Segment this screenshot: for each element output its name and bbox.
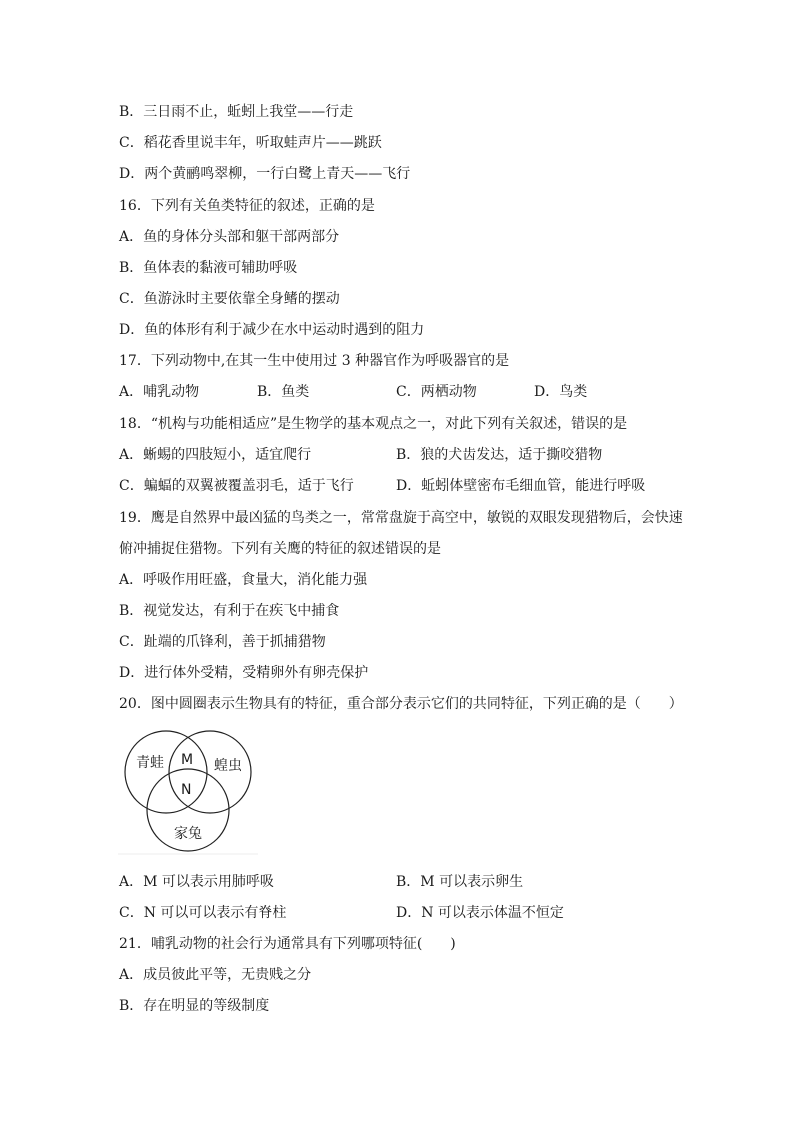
q18-option-c: C．蝙蝠的双翼被覆盖羽毛，适于飞行	[119, 478, 354, 494]
q19-option-c: C．趾端的爪锋利，善于抓捕猎物	[119, 634, 326, 650]
q19-stem-line1: 19．鹰是自然界中最凶猛的鸟类之一，常常盘旋于高空中，敏锐的双眼发现猎物后，会快速	[119, 510, 683, 526]
q20-option-a: A．M 可以表示用肺呼吸	[119, 874, 274, 890]
q15-option-b: B．三日雨不止，蚯蚓上我堂——行走	[119, 104, 354, 120]
q19-option-a: A．呼吸作用旺盛，食量大，消化能力强	[119, 572, 368, 588]
q18-option-a: A．蜥蜴的四肢短小，适宜爬行	[119, 447, 312, 463]
q20-option-c: C．N 可以可以表示有脊柱	[119, 905, 287, 921]
label-locust: 蝗虫	[214, 758, 242, 774]
q16-option-b: B．鱼体表的黏液可辅助呼吸	[119, 260, 298, 276]
q19-option-b: B．视觉发达，有利于在疾飞中捕食	[119, 603, 340, 619]
q21-option-a: A．成员彼此平等，无贵贱之分	[119, 967, 312, 983]
circle-frog	[125, 731, 207, 813]
q18-option-b: B．狼的犬齿发达，适于撕咬猎物	[396, 447, 603, 463]
q16-option-a: A．鱼的身体分头部和躯干部两部分	[119, 229, 340, 245]
label-rabbit: 家兔	[174, 826, 202, 842]
label-frog: 青蛙	[136, 755, 164, 771]
q15-option-d: D．两个黄鹂鸣翠柳，一行白鹭上青天——飞行	[119, 166, 411, 182]
q17-option-b: B．鱼类	[257, 384, 310, 400]
q18-option-d: D．蚯蚓体壁密布毛细血管，能进行呼吸	[396, 478, 646, 494]
q19-stem-line2: 俯冲捕捉住猎物。下列有关鹰的特征的叙述错误的是	[119, 541, 441, 557]
q16-option-d: D．鱼的体形有利于减少在水中运动时遇到的阻力	[119, 322, 425, 338]
q16-stem: 16．下列有关鱼类特征的叙述，正确的是	[119, 198, 375, 214]
q21-stem: 21．哺乳动物的社会行为通常具有下列哪项特征( )	[119, 936, 456, 952]
q21-option-b: B．存在明显的等级制度	[119, 998, 270, 1014]
q18-stem: 18．“机构与功能相适应”是生物学的基本观点之一，对此下列有关叙述，错误的是	[119, 416, 628, 432]
q16-option-c: C．鱼游泳时主要依靠全身鳍的摆动	[119, 291, 340, 307]
q20-option-b: B．M 可以表示卵生	[396, 874, 524, 890]
region-n-label: N	[181, 782, 192, 798]
q20-option-d: D．N 可以表示体温不恒定	[396, 905, 564, 921]
q17-option-a: A．哺乳动物	[119, 384, 200, 400]
q17-option-c: C．两栖动物	[396, 384, 477, 400]
venn-diagram	[118, 728, 258, 856]
q20-stem: 20．图中圆圈表示生物具有的特征，重合部分表示它们的共同特征，下列正确的是（ ）	[119, 696, 683, 712]
q19-option-d: D．进行体外受精，受精卵外有卵壳保护	[119, 665, 369, 681]
region-m-label: M	[181, 752, 194, 768]
q17-option-d: D．鸟类	[534, 384, 588, 400]
q17-stem: 17．下列动物中,在其一生中使用过 3 种器官作为呼吸器官的是	[119, 353, 510, 369]
q15-option-c: C．稻花香里说丰年，听取蛙声片——跳跃	[119, 135, 382, 151]
